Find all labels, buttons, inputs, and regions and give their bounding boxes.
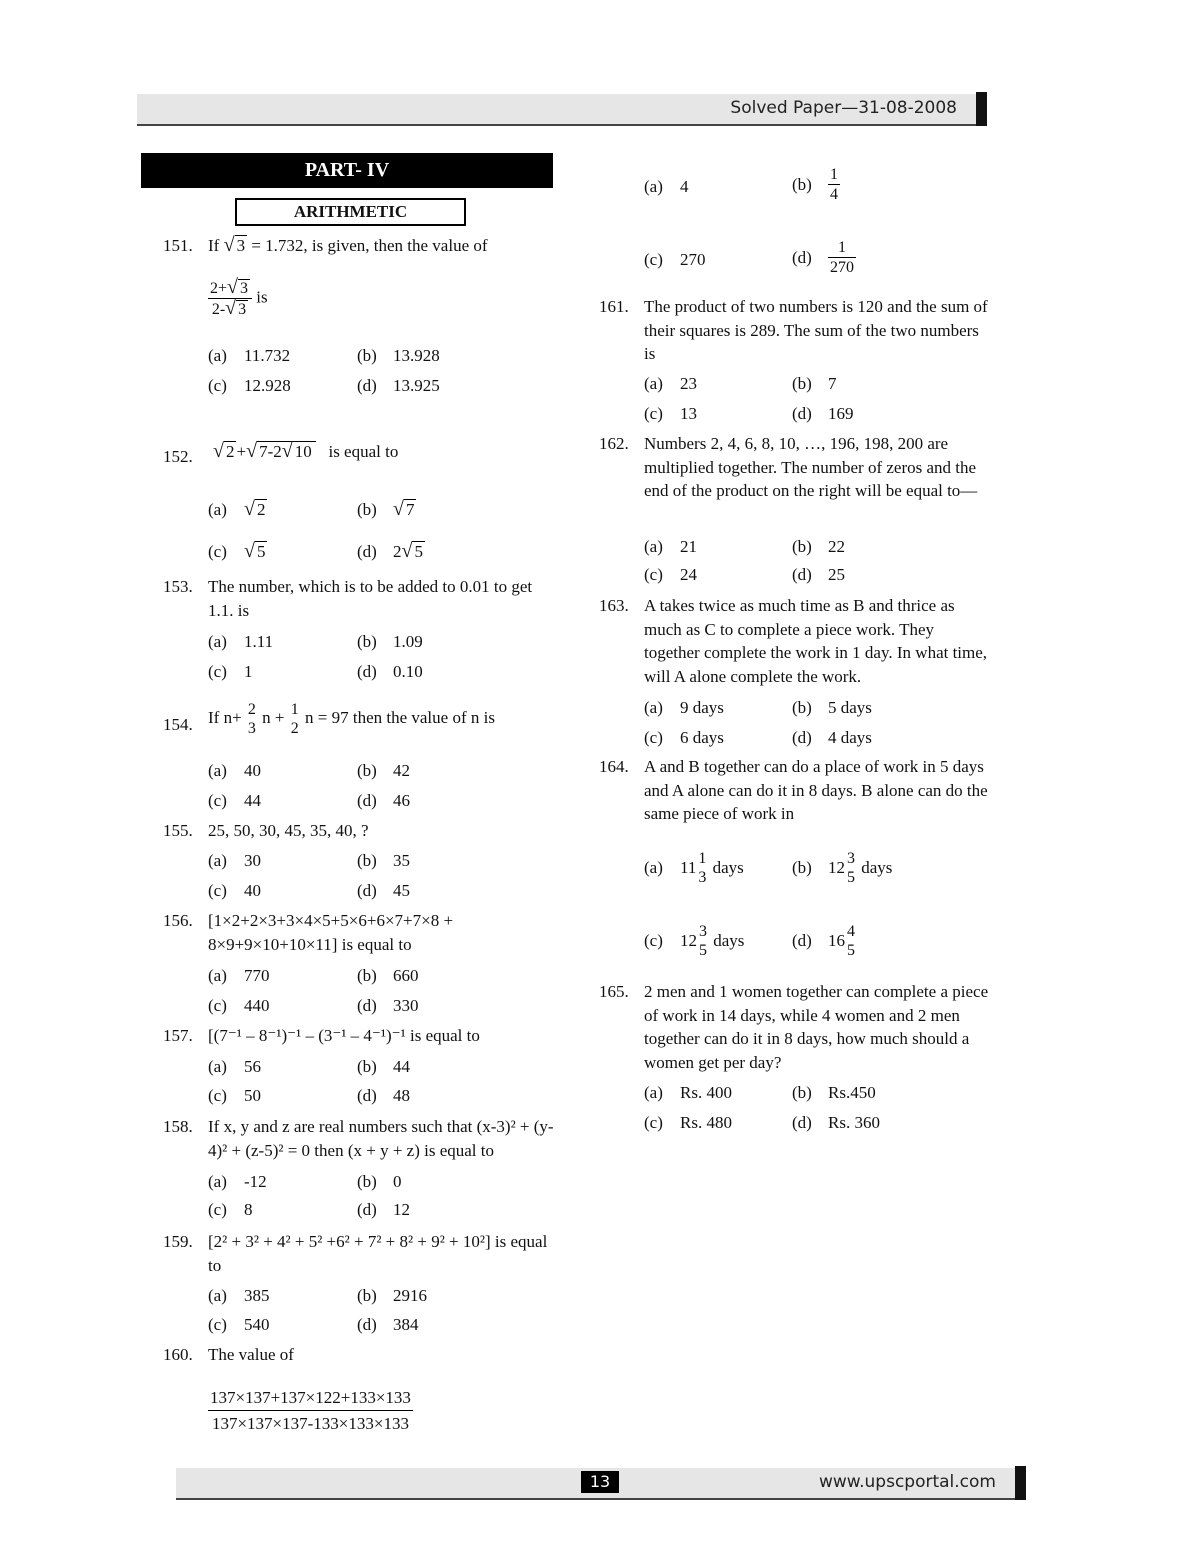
question-number: 163. <box>599 596 629 615</box>
option-c[interactable]: (c) 24 <box>644 565 697 584</box>
option-c[interactable]: (c) 540 <box>208 1315 270 1334</box>
fraction: 1 2 <box>290 701 299 737</box>
sqrt: √ 3 <box>223 234 246 256</box>
question-stem: [2² + 3² + 4² + 5² +6² + 7² + 8² + 9² + 10²] is equal to <box>208 1232 548 1275</box>
option-d[interactable]: (d) 12 <box>357 1200 410 1219</box>
question-number: 164. <box>599 757 629 776</box>
question-stem: A and B together can do a place of work in 5 days and A alone can do it in 8 days. B alone can do the same piece of work in <box>644 757 988 823</box>
option-a[interactable]: (a) 21 <box>644 537 697 556</box>
question-stem: √ 2 +√ 7-2√ 10 is equal to <box>213 440 399 462</box>
question-number: 152. <box>163 447 193 466</box>
option-b[interactable]: (b) 42 <box>357 761 410 780</box>
question-stem: The product of two numbers is 120 and the sum of their squares is 289. The sum of the two numbers is <box>644 297 988 363</box>
option-d[interactable]: (d) 45 <box>357 881 410 900</box>
question-stem: 2 men and 1 women together can complete a piece of work in 14 days, while 4 women and 2 men together can do it in 8 days, how much should a women get per day? <box>644 982 989 1072</box>
option-b[interactable]: (b) 35 <box>357 851 410 870</box>
option-a[interactable]: (a) 40 <box>208 761 261 780</box>
question-stem: If x, y and z are real numbers such that (x-3)² + (y-4)² + (z-5)² = 0 then (x + y + z) is equal to <box>208 1117 554 1160</box>
option-b[interactable]: (b) √ 7 <box>357 498 415 520</box>
option-c[interactable]: (c) √ 5 <box>208 540 266 562</box>
question-151-expression: $\frac{2+√ 3}{2-√ 3}$ is <box>210 276 268 319</box>
question-number: 160. <box>163 1345 193 1364</box>
option-a[interactable]: (a) 23 <box>644 374 697 393</box>
question-stem: [(7⁻¹ – 8⁻¹)⁻¹ – (3⁻¹ – 4⁻¹)⁻¹ is equal to <box>208 1026 480 1045</box>
fraction: $\frac{137\times 137+137\times 122+133\times 133}{137\times 137\times 137-133\times 133\times 133}$ <box>208 1385 413 1436</box>
question-stem: A takes twice as much time as B and thrice as much as C to complete a piece work. They together complete the work in 1 day. In what time, will A alone complete the work. <box>644 596 988 686</box>
option-d[interactable]: (d) Rs. 360 <box>792 1113 880 1132</box>
question-number: 154. <box>163 715 193 734</box>
option-d[interactable]: (d) 48 <box>357 1086 410 1105</box>
option-a[interactable]: (a) 11.732 <box>208 346 291 365</box>
question-stem: 25, 50, 30, 45, 35, 40, ? <box>208 821 369 840</box>
option-a[interactable]: (a) √ 2 <box>208 498 266 520</box>
option-a[interactable]: (a) 56 <box>208 1057 261 1076</box>
option-b[interactable]: (b) 1.09 <box>357 632 423 651</box>
option-c[interactable]: (c) 40 <box>208 881 261 900</box>
option-d[interactable]: (d) 2√ 5 <box>357 540 423 562</box>
part-heading: PART- IV <box>141 153 553 188</box>
page-header <box>137 94 987 126</box>
question-stem: If √ 3 = 1.732, is given, then the value of <box>208 234 488 256</box>
option-b[interactable]: (b) 44 <box>357 1057 410 1076</box>
option-b[interactable]: (b) 22 <box>792 537 845 556</box>
option-d[interactable]: (d) 25 <box>792 565 845 584</box>
question-number: 158. <box>163 1117 193 1136</box>
question-number: 155. <box>163 821 193 840</box>
footer-marker <box>1015 1466 1026 1500</box>
paper-title: Solved Paper—31-08-2008 <box>730 98 957 118</box>
option-a[interactable]: (a) 9 days <box>644 698 724 717</box>
option-c[interactable]: (c) 440 <box>208 996 270 1015</box>
option-d[interactable]: (d) 169 <box>792 404 854 423</box>
question-number: 151. <box>163 236 193 255</box>
option-b[interactable]: (b) 5 days <box>792 698 872 717</box>
option-c[interactable]: (c) 12.928 <box>208 376 291 395</box>
option-b[interactable]: (b) 7 <box>792 374 837 393</box>
option-a[interactable]: (a) Rs. 400 <box>644 1083 732 1102</box>
question-stem: The number, which is to be added to 0.01 to get 1.1. is <box>208 577 533 620</box>
option-b[interactable]: (b) 13.928 <box>357 346 440 365</box>
question-stem: Numbers 2, 4, 6, 8, 10, …, 196, 198, 200 are multiplied together. The number of zeros and the end of the product on the right will be equal to— <box>644 434 978 500</box>
option-a[interactable]: (a) 1.11 <box>208 632 274 651</box>
option-b[interactable]: (b) 0 <box>357 1172 402 1191</box>
option-b[interactable]: (b) Rs.450 <box>792 1083 876 1102</box>
header-marker <box>976 92 987 126</box>
option-b[interactable]: (b) $\frac{1}{4}$ <box>792 166 838 203</box>
section-heading: ARITHMETIC <box>235 198 466 226</box>
option-d[interactable]: (d) 46 <box>357 791 410 810</box>
question-stem: If n+ 2 3 n + 1 2 n = 97 then the value of n is <box>208 701 495 737</box>
option-b[interactable]: (b) 12 3 5 days <box>792 850 893 886</box>
option-d[interactable]: (d) 13.925 <box>357 376 440 395</box>
page-number: 13 <box>581 1471 619 1493</box>
question-number: 153. <box>163 577 193 596</box>
option-d[interactable]: (d) 16 4 5 <box>792 923 855 959</box>
option-a[interactable]: (a) 385 <box>208 1286 270 1305</box>
option-d[interactable]: (d) 0.10 <box>357 662 423 681</box>
fraction: 2 3 <box>247 701 256 737</box>
question-number: 162. <box>599 434 629 453</box>
option-b[interactable]: (b) 660 <box>357 966 419 985</box>
page-footer <box>176 1468 1026 1500</box>
option-a[interactable]: (a) 11 1 3 days <box>644 850 744 886</box>
option-d[interactable]: (d) 384 <box>357 1315 419 1334</box>
option-a[interactable]: (a) 4 <box>644 177 689 196</box>
option-c[interactable]: (c) 270 <box>644 250 706 269</box>
option-c[interactable]: (c) 12 3 5 days <box>644 923 745 959</box>
option-d[interactable]: (d) 330 <box>357 996 419 1015</box>
option-c[interactable]: (c) 44 <box>208 791 261 810</box>
option-c[interactable]: (c) 1 <box>208 662 253 681</box>
option-a[interactable]: (a) 30 <box>208 851 261 870</box>
option-a[interactable]: (a) 770 <box>208 966 270 985</box>
option-c[interactable]: (c) 8 <box>208 1200 253 1219</box>
question-number: 161. <box>599 297 629 316</box>
option-a[interactable]: (a) -12 <box>208 1172 267 1191</box>
option-d[interactable]: (d) 4 days <box>792 728 872 747</box>
option-d[interactable]: (d) $\frac{1}{270}$ <box>792 239 854 276</box>
option-c[interactable]: (c) 6 days <box>644 728 724 747</box>
fraction: $\frac{2+√ 3}{2-√ 3}$ <box>208 278 252 319</box>
question-number: 156. <box>163 911 193 930</box>
question-stem: The value of <box>208 1345 294 1364</box>
question-number: 165. <box>599 982 629 1001</box>
option-b[interactable]: (b) 2916 <box>357 1286 427 1305</box>
question-stem: [1×2+2×3+3×4×5+5×6+6×7+7×8 + 8×9+9×10+10×11] is equal to <box>208 911 454 954</box>
website-link[interactable]: www.upscportal.com <box>818 1472 996 1492</box>
option-c[interactable]: (c) 50 <box>208 1086 261 1105</box>
question-160-expression <box>208 1385 413 1436</box>
question-number: 159. <box>163 1232 193 1251</box>
option-c[interactable]: (c) Rs. 480 <box>644 1113 732 1132</box>
option-c[interactable]: (c) 13 <box>644 404 697 423</box>
question-number: 157. <box>163 1026 193 1045</box>
